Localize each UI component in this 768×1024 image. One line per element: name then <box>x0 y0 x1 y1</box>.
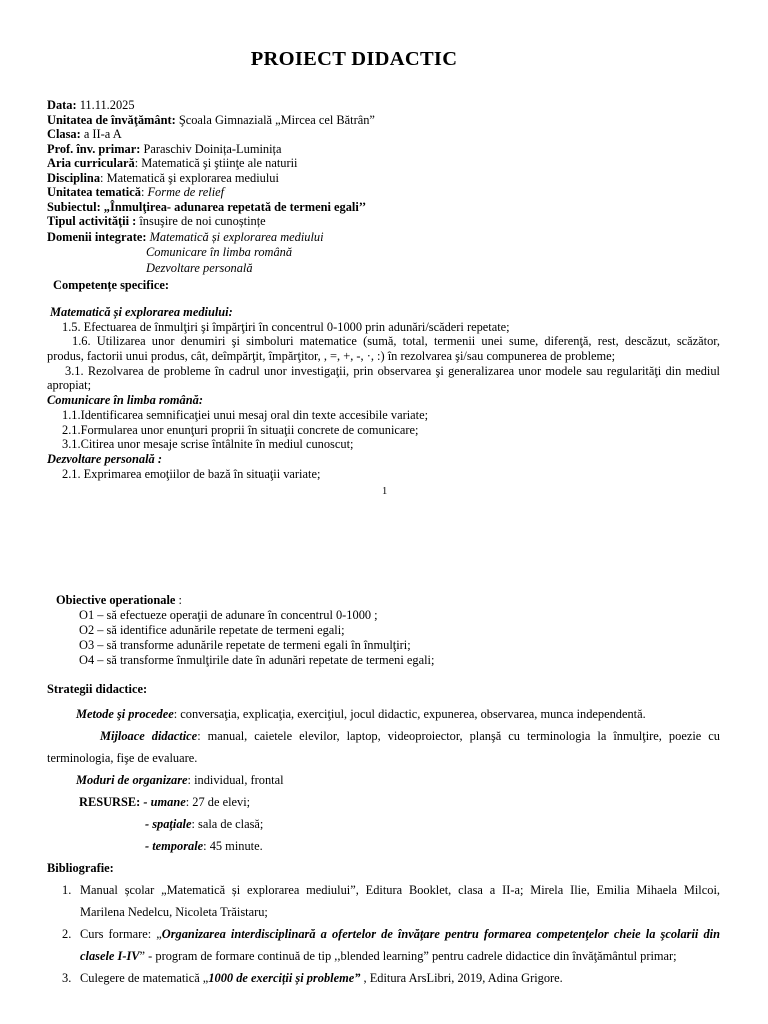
comm-heading: Comunicare în limba română: <box>47 393 203 407</box>
field-discipline: Disciplina: Matematică şi explorarea mediului <box>47 171 279 185</box>
competences-heading: Competențe specifice: <box>53 278 169 292</box>
field-activity-type: Tipul activităţii : însuşire de noi cunoștințe <box>47 214 266 228</box>
field-date: Data: 11.11.2025 <box>47 98 135 112</box>
integrated-domain-3: Dezvoltare personală <box>146 261 253 275</box>
dev-item-1: 2.1. Exprimarea emoţiilor de bază în situaţii variate; <box>62 467 321 481</box>
resources-spatial: - spaţiale: sala de clasă; <box>145 817 264 831</box>
means-line-cont: terminologia, fişe de evaluare. <box>47 751 198 765</box>
field-class: Clasa: a II-a A <box>47 127 122 141</box>
methods-line: Metode şi procedee: conversaţia, explicaţia, exerciţiul, jocul didactic, expunerea, observarea, munca independentă. <box>76 707 646 721</box>
dev-heading: Dezvoltare personală : <box>47 452 162 466</box>
bibliography-heading: Bibliografie: <box>47 861 114 875</box>
resources-human: RESURSE: - umane: 27 de elevi; <box>79 795 251 809</box>
field-school: Unitatea de învăţământ: Şcoala Gimnazială „Mircea cel Bătrân” <box>47 113 375 127</box>
field-thematic-unit: Unitatea tematică: Forme de relief <box>47 185 225 199</box>
math-item-1-5: 1.5. Efectuarea de înmulţiri şi împărţiri în concentrul 0-1000 prin adunări/scăderi repetate; <box>62 320 510 334</box>
bib-num-2: 2. <box>62 927 72 941</box>
math-item-3-1: 3.1. Rezolvarea de probleme în cadrul unor investigaţii, prin observarea şi generalizarea unor modele sau regularităţi din mediul <box>65 364 720 378</box>
objectives-heading: Obiective operationale : <box>56 593 182 607</box>
math-item-1-6-cont: produs, factorii unui produs, cât, deîmpărţit, împărţitor, , =, +, -, ·, :) în rezolvarea şi/sau compunerea de probleme; <box>47 349 616 363</box>
document-title: PROIECT DIDACTIC <box>250 48 458 70</box>
objective-o2: O2 – să identifice adunările repetate de termeni egali; <box>79 623 345 637</box>
bib-item-2: Curs formare: „Organizarea interdisciplinară a ofertelor de învăţare pentru formarea competenţelor cheie la şcolarii din <box>80 927 720 941</box>
objective-o3: O3 – să transforme adunările repetate de termeni egali în înmulţiri; <box>79 638 411 652</box>
comm-item-3: 3.1.Citirea unor mesaje scrise întâlnite în mediul cunoscut; <box>62 437 354 451</box>
comm-item-1: 1.1.Identificarea semnificaţiei unui mesaj oral din texte accesibile variate; <box>62 408 429 422</box>
page-number: 1 <box>382 486 388 497</box>
bib-item-2-cont: clasele I-IV” - program de formare continuă de tip ,,blended learning” pentru cadrele didactice din învăţământul primar; <box>80 949 677 963</box>
strategies-heading: Strategii didactice: <box>47 682 148 696</box>
resources-temporal: - temporale: 45 minute. <box>145 839 263 853</box>
objective-o4: O4 – să transforme înmulţirile date în adunări repetate de termeni egali; <box>79 653 435 667</box>
field-integrated-domains: Domenii integrate: Matematică și explorarea mediului <box>47 230 324 244</box>
field-subject: Subiectul: „Înmulţirea- adunarea repetată de termeni egali’’ <box>47 200 367 214</box>
objective-o1: O1 – să efectueze operaţii de adunare în concentrul 0-1000 ; <box>79 608 378 622</box>
field-curricular-area: Aria curriculară: Matematică şi ştiinţe ale naturii <box>47 156 298 170</box>
comm-item-2: 2.1.Formularea unor enunţuri proprii în situaţii concrete de comunicare; <box>62 423 419 437</box>
bib-item-1: Manual școlar „Matematică și explorarea mediului”, Editura Booklet, clasa a II-a; Mirela Ilie, Emilia Mihaela Milcoi, <box>80 883 720 897</box>
bib-num-3: 3. <box>62 971 72 985</box>
integrated-domain-2: Comunicare în limba română <box>146 245 293 259</box>
bib-item-1-cont: Marilena Nedelcu, Nicoleta Trăistaru; <box>80 905 268 919</box>
organization-line: Moduri de organizare: individual, frontal <box>76 773 284 787</box>
math-item-3-1-cont: apropiat; <box>47 378 92 392</box>
means-line: Mijloace didactice: manual, caietele elevilor, laptop, videoproiector, planşă cu terminologia la înmulţire, poezie cu <box>100 729 720 743</box>
math-item-1-6: 1.6. Utilizarea unor denumiri şi simboluri matematice (sumă, total, termenii unei sume, diferenţă, rest, descăzut, scăzător, <box>72 334 720 348</box>
bib-item-3: Culegere de matematică „1000 de exerciții și probleme” , Editura ArsLibri, 2019, Adina Grigore. <box>80 971 563 985</box>
math-heading: Matematică și explorarea mediului: <box>50 305 233 319</box>
field-teacher: Prof. înv. primar: Paraschiv Doinița-Luminița <box>47 142 282 156</box>
bib-num-1: 1. <box>62 883 72 897</box>
